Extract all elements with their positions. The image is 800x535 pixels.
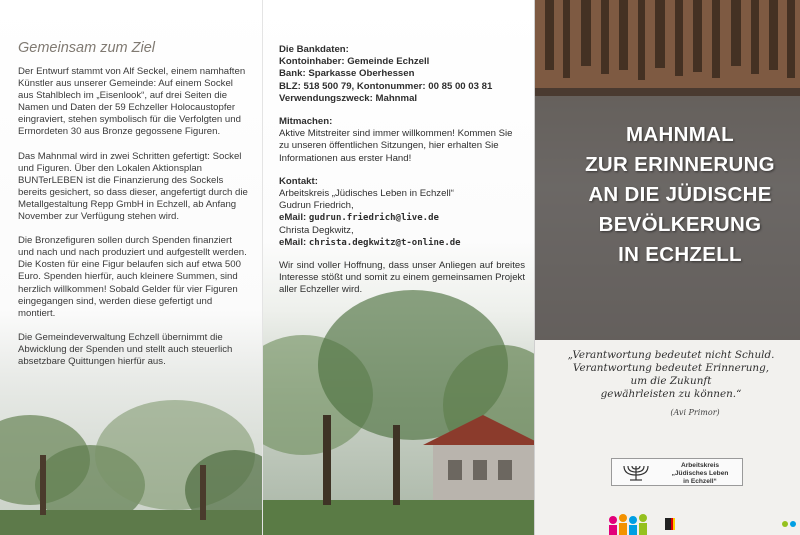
- email-line: [279, 212, 525, 224]
- quote-line: „Verantwortung bedeutet nicht Schuld.: [567, 349, 775, 361]
- org-line: „Jüdisches Leben: [671, 470, 729, 477]
- email-link[interactable]: gudrun.friedrich@live.de: [308, 213, 439, 224]
- quote-line: Verantwortung bedeutet Erinnerung,: [572, 362, 770, 374]
- bank-name: Bank: Sparkasse Oberhessen: [279, 68, 415, 80]
- contact-heading: Kontakt:: [279, 175, 318, 187]
- contact-org: Arbeitskreis „Jüdisches Leben in Echzell“: [279, 188, 454, 200]
- email-label: eMail:: [279, 212, 309, 224]
- bank-heading: Die Bankdaten:: [279, 44, 349, 55]
- account-numbers: BLZ: 518 500 79, Kontonummer: 00 85 00 03 81: [279, 80, 493, 92]
- closing-text: Wir sind voller Hoffnung, dass unser Anliegen auf breites Interesse stößt und somit zu einem gemeinsamen Projekt aller Echzeller wird.: [279, 260, 525, 296]
- email-line: [279, 237, 525, 249]
- paragraph: Der Entwurf stammt von Alf Seckel, einem namhaften Künstler aus unserer Gemeinde: Auf einem Sockel aus Stahlblech im „Eisenlook“, auf drei Seiten die Namen und Daten der 59 Echzeller Holocaustopfer eingraviert, stehen symbolisch für die Verfolgten und Ermordeten 30 aus Bronze gegossene Figuren.: [18, 66, 246, 138]
- join-text: Aktive Mitstreiter sind immer willkommen! Kommen Sie zu unseren öffentlichen Sitzungen, hier erhalten Sie Informationen aus erster Hand!: [279, 128, 513, 164]
- paragraph: Das Mahnmal wird in zwei Schritten gefertigt: Sockel und Figuren. Über den Lokalen Aktionsplan BUNTerLEBEN ist die Finanzierung des Sockels bereits gesichert, so dass dieser, angefertigt durch die Metallgestaltung Repp GmbH in Echzell, ab Anfang November zur Verfügung stehen wird.: [18, 150, 248, 223]
- title-line: AN DIE JÜDISCHE: [588, 183, 772, 206]
- contact-person: Gudrun Friedrich,: [279, 200, 354, 212]
- middle-panel: [262, 0, 534, 535]
- right-panel: [534, 0, 800, 535]
- contact-section: [279, 176, 525, 249]
- title-line: BEVÖLKERUNG: [598, 213, 762, 236]
- payment-reference: Verwendungszweck: Mahnmal: [279, 92, 418, 104]
- join-section: [279, 116, 525, 165]
- left-panel: [0, 0, 262, 535]
- join-heading: Mitmachen:: [279, 116, 333, 128]
- contact-person: Christa Degkwitz,: [279, 224, 354, 236]
- middle-text: [279, 44, 525, 297]
- quote-author: (Avi Primor): [670, 408, 720, 417]
- org-line: in Echzell“: [683, 478, 717, 485]
- sculpture-photo: [535, 0, 800, 340]
- quote-line: um die Zukunft: [630, 375, 712, 387]
- org-line: Arbeitskreis: [680, 462, 720, 469]
- section-heading: Gemeinsam zum Ziel: [18, 40, 155, 56]
- people-group-logo: [605, 510, 800, 535]
- email-label: eMail:: [279, 236, 309, 248]
- quote-line: gewährleisten zu können.“: [600, 388, 742, 400]
- title-line: ZUR ERINNERUNG: [585, 153, 775, 176]
- brochure-title: [575, 120, 785, 270]
- account-holder: Kontoinhaber: Gemeinde Echzell: [279, 56, 430, 68]
- org-logo: [611, 458, 743, 486]
- bank-details: [279, 44, 525, 105]
- left-body-text: [18, 66, 250, 380]
- sponsor-logos: [605, 510, 800, 535]
- title-line: IN ECHZELL: [618, 243, 742, 266]
- paragraph: Die Gemeindeverwaltung Echzell übernimmt die Abwicklung der Spenden und stellt auch steuerlich absetzbare Quittungen hierfür aus.: [18, 331, 233, 367]
- email-link[interactable]: christa.degkwitz@t-online.de: [308, 237, 461, 248]
- org-name: [658, 462, 742, 486]
- menorah-icon: [620, 463, 652, 483]
- paragraph: Die Bronzefiguren sollen durch Spenden finanziert und nach und nach produziert und aufgestellt werden. Die Kosten für eine Figur belaufen sich auf etwa 500 Euro. Spenden hierfür, auch kleinere Summen, sind herzlich willkommen! Sobald Gelder für vier Figuren eingegangen sind, werden diese gefertigt und montiert.: [18, 235, 247, 319]
- memorial-site-photo: [263, 275, 534, 535]
- quote: [549, 349, 793, 401]
- title-line: MAHNMAL: [626, 123, 734, 146]
